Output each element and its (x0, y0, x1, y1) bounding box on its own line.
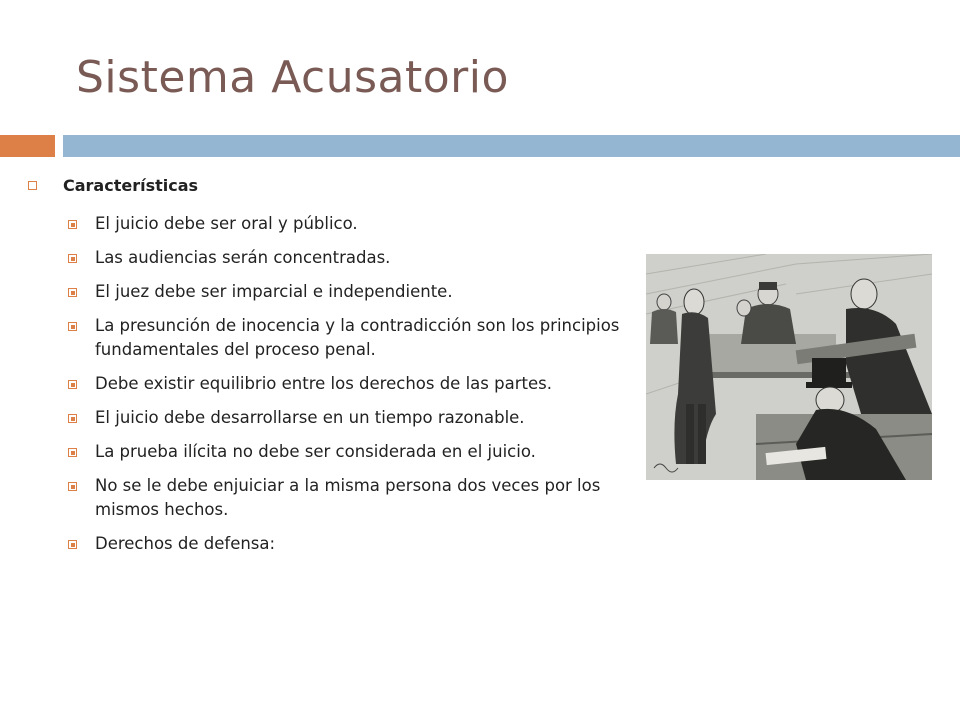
list-item (68, 280, 668, 304)
courtroom-sketch-icon (646, 254, 932, 480)
list-item (68, 372, 668, 396)
list-item (68, 440, 668, 464)
filled-square-icon (68, 414, 77, 423)
list-item (68, 474, 655, 522)
list-item-text: La prueba ilícita no debe ser considerada en el juicio. (95, 442, 536, 461)
filled-square-icon (68, 380, 77, 389)
filled-square-icon (68, 322, 77, 331)
list-item-text: El juicio debe desarrollarse en un tiempo razonable. (95, 408, 525, 427)
list-item-text: Debe existir equilibrio entre los derechos de las partes. (95, 374, 552, 393)
list-item-text: El juicio debe ser oral y público. (95, 214, 358, 233)
section-heading: Características (63, 176, 199, 195)
list-item-text: Las audiencias serán concentradas. (95, 248, 391, 267)
hollow-square-icon (28, 181, 37, 190)
list-item (68, 212, 668, 236)
filled-square-icon (68, 288, 77, 297)
list-item (68, 406, 668, 430)
list-item-text: La presunción de inocencia y la contradicción son los principios fundamentales del proceso penal. (95, 316, 620, 359)
list-item-text: El juez debe ser imparcial e independiente. (95, 282, 453, 301)
list-item-text: No se le debe enjuiciar a la misma persona dos veces por los mismos hechos. (95, 476, 601, 519)
courtroom-lithograph-illustration (646, 254, 932, 480)
slide-title: Sistema Acusatorio (76, 52, 509, 103)
list-item (68, 246, 668, 270)
filled-square-icon (68, 220, 77, 229)
filled-square-icon (68, 448, 77, 457)
filled-square-icon (68, 540, 77, 549)
heading-bullet-row (28, 176, 198, 195)
list-item-text: Derechos de defensa: (95, 534, 276, 553)
filled-square-icon (68, 482, 77, 491)
bullet-list (68, 212, 668, 566)
filled-square-icon (68, 254, 77, 263)
list-item (68, 314, 625, 362)
list-item (68, 532, 668, 556)
